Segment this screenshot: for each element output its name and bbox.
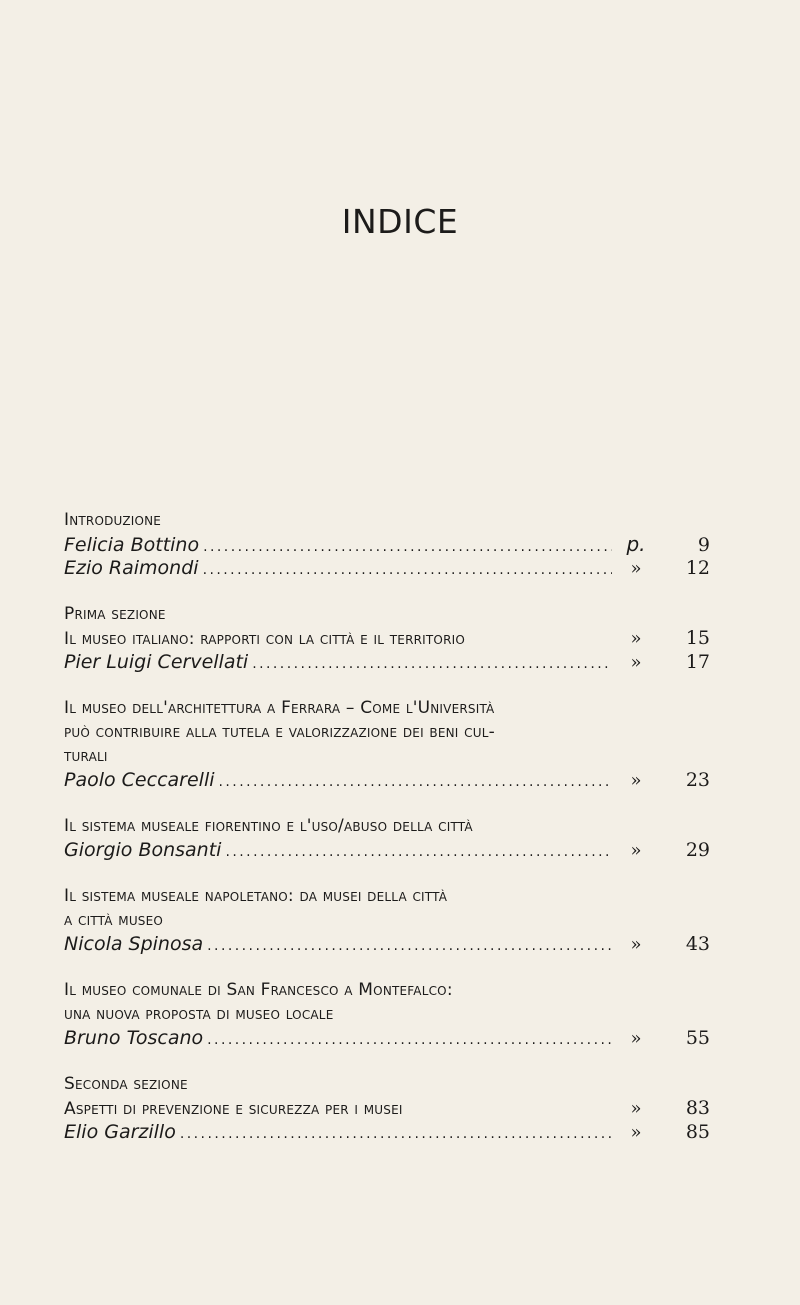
dot-leader xyxy=(203,557,612,582)
dot-leader xyxy=(207,1027,612,1052)
entry-author: Nicola Spinosa xyxy=(64,933,204,955)
page-number: 9 xyxy=(697,534,710,556)
toc-entry[interactable] xyxy=(64,532,710,556)
page-number: 55 xyxy=(685,1027,710,1049)
topic-line: Il museo comunale di San Francesco a Montefalco: xyxy=(64,980,453,1000)
topic-line: Il sistema museale fiorentino e l'uso/abuso della città xyxy=(64,816,473,836)
ditto-mark: » xyxy=(630,770,642,791)
page-number: 17 xyxy=(685,651,710,673)
toc-entry[interactable] xyxy=(64,650,710,674)
table-of-contents xyxy=(64,508,710,1166)
toc-entry[interactable] xyxy=(64,838,710,862)
entry-author: Giorgio Bonsanti xyxy=(64,839,222,861)
dot-leader xyxy=(207,933,612,958)
topic-line: Il sistema museale napoletano: da musei della città xyxy=(64,886,448,906)
toc-entry[interactable] xyxy=(64,1026,710,1050)
page-title: INDICE xyxy=(341,202,459,242)
entry-author: Ezio Raimondi xyxy=(64,557,199,579)
ditto-mark: » xyxy=(630,934,642,955)
toc-entry[interactable] xyxy=(64,932,710,956)
ditto-mark: » xyxy=(630,652,642,673)
entry-author: Bruno Toscano xyxy=(64,1027,204,1049)
ditto-mark: » xyxy=(630,1098,642,1119)
page-number: 43 xyxy=(685,933,710,955)
section-heading: Seconda sezione xyxy=(64,1074,188,1094)
toc-topic[interactable] xyxy=(64,626,710,650)
page-number: 12 xyxy=(685,557,710,579)
dot-leader xyxy=(225,839,612,864)
topic-line: a città museo xyxy=(64,910,164,930)
topic-line: turali xyxy=(64,746,108,766)
entry-author: Pier Luigi Cervellati xyxy=(64,651,249,673)
topic-line: Il museo dell'architettura a Ferrara – Come l'Università xyxy=(64,698,495,718)
page-prefix: p. xyxy=(626,532,646,556)
topic-title: Il museo italiano: rapporti con la città e il territorio xyxy=(64,629,466,649)
topic-line: una nuova proposta di museo locale xyxy=(64,1004,334,1024)
page-number: 83 xyxy=(685,1097,710,1119)
toc-entry[interactable] xyxy=(64,1120,710,1144)
page-number: 85 xyxy=(685,1121,710,1143)
toc-entry[interactable] xyxy=(64,556,710,580)
section-heading: Introduzione xyxy=(64,510,162,530)
ditto-mark: » xyxy=(630,628,642,649)
ditto-mark: » xyxy=(630,1028,642,1049)
toc-section-montefalco xyxy=(64,978,710,1050)
page-number: 15 xyxy=(685,627,710,649)
section-heading: Prima sezione xyxy=(64,604,166,624)
toc-section-seconda xyxy=(64,1072,710,1144)
toc-section-introduzione xyxy=(64,508,710,580)
dot-leader xyxy=(203,534,612,559)
dot-leader xyxy=(180,1121,612,1146)
toc-entry[interactable] xyxy=(64,768,710,792)
dot-leader xyxy=(219,769,613,794)
ditto-mark: » xyxy=(630,840,642,861)
page-number: 23 xyxy=(685,769,710,791)
topic-line: può contribuire alla tutela e valorizzazione dei beni cul- xyxy=(64,722,495,742)
entry-author: Paolo Ceccarelli xyxy=(64,769,215,791)
toc-topic[interactable] xyxy=(64,1096,710,1120)
topic-title: Aspetti di prevenzione e sicurezza per i musei xyxy=(64,1099,403,1119)
toc-section-prima xyxy=(64,602,710,674)
ditto-mark: » xyxy=(630,558,642,579)
toc-section-ferrara xyxy=(64,696,710,792)
toc-section-fiorentino xyxy=(64,814,710,862)
entry-author: Felicia Bottino xyxy=(64,534,200,556)
ditto-mark: » xyxy=(630,1122,642,1143)
toc-section-napoletano xyxy=(64,884,710,956)
dot-leader xyxy=(252,651,612,676)
entry-author: Elio Garzillo xyxy=(64,1121,176,1143)
page-number: 29 xyxy=(685,839,710,861)
